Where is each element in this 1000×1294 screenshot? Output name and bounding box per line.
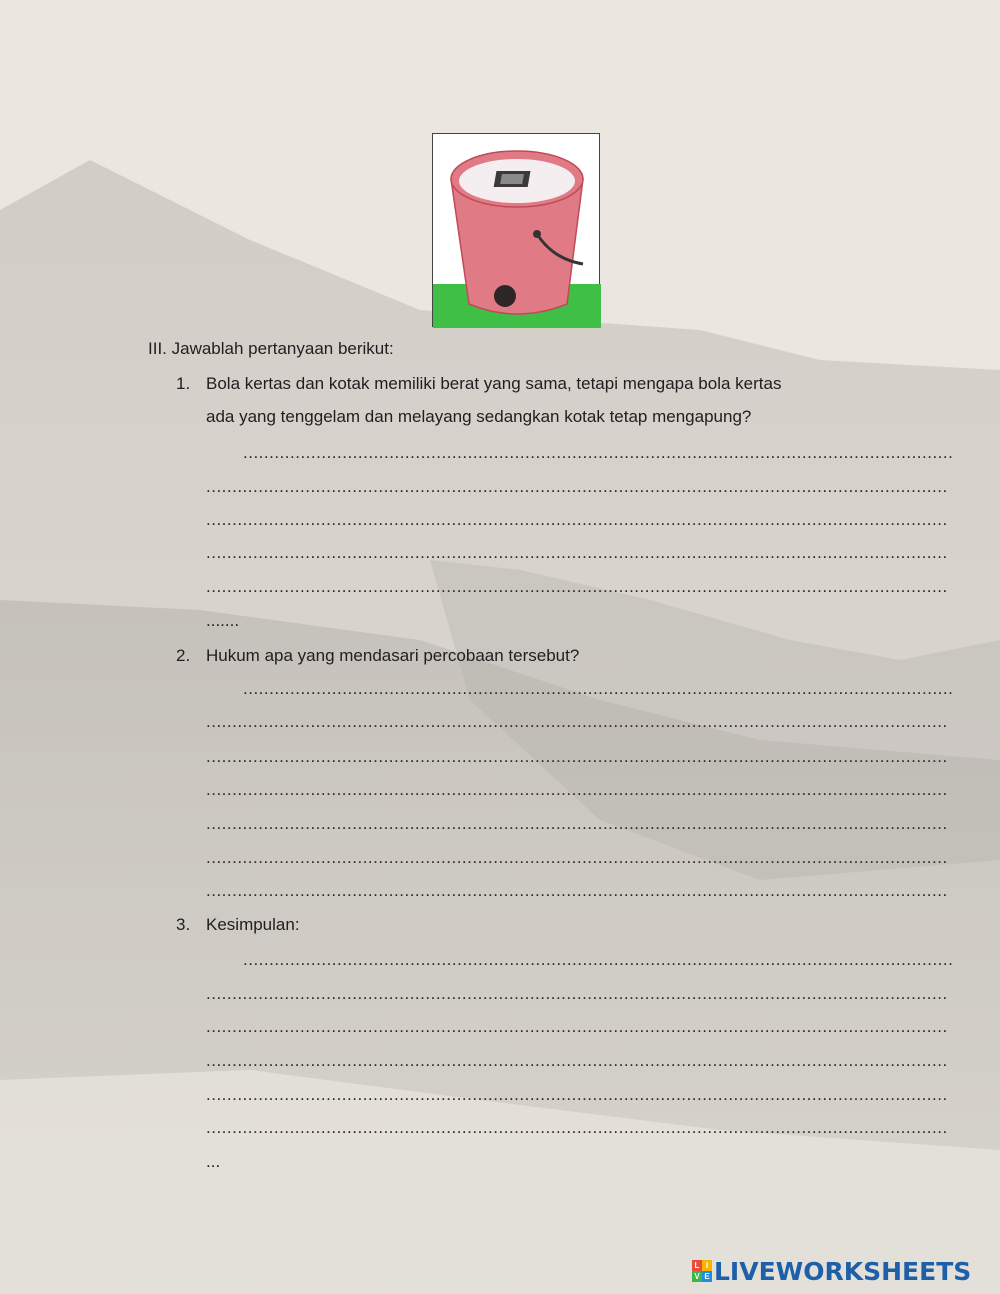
question-1-number: 1. [176,374,191,393]
answer-line[interactable]: .............................................................................................................................................. [206,543,948,562]
answer-line[interactable]: .............................................................................................................................................. [206,1017,948,1036]
question-1-text-line-1: Bola kertas dan kotak memiliki berat yang sama, tetapi mengapa bola kertas [206,374,782,393]
answer-line[interactable]: .............................................................................................................................................. [206,577,948,596]
answer-line[interactable]: .............................................................................................................................................. [206,510,948,529]
answer-line[interactable]: .............................................................................................................................................. [206,1051,948,1070]
liveworksheets-logo[interactable] [692,1257,971,1285]
answer-line[interactable]: ........................................................................................................................................ [243,679,954,698]
answer-line[interactable]: .............................................................................................................................................. [206,780,948,799]
question-3-number: 3. [176,915,191,934]
question-1-answer-tail[interactable]: ....... [206,611,240,630]
logo-text: LIVEWORKSHEETS [714,1256,972,1286]
answer-line[interactable]: .............................................................................................................................................. [206,881,948,900]
answer-line[interactable]: .............................................................................................................................................. [206,1085,948,1104]
logo-letter: I [702,1260,712,1271]
answer-line[interactable]: .............................................................................................................................................. [206,712,948,731]
answer-line[interactable]: .............................................................................................................................................. [206,848,948,867]
logo-letter: E [702,1271,712,1282]
section-heading: III. Jawablah pertanyaan berikut: [148,339,394,358]
answer-line[interactable]: .............................................................................................................................................. [206,1118,948,1137]
question-2-number: 2. [176,646,191,665]
answer-line[interactable]: ........................................................................................................................................ [243,950,954,969]
answer-line[interactable]: .............................................................................................................................................. [206,984,948,1003]
answer-line[interactable]: .............................................................................................................................................. [206,814,948,833]
answer-line[interactable]: .............................................................................................................................................. [206,747,948,766]
logo-letter: V [692,1271,702,1282]
question-1-text-line-2: ada yang tenggelam dan melayang sedangkan kotak tetap mengapung? [206,407,752,426]
logo-letter: L [692,1260,702,1271]
answer-line[interactable]: .............................................................................................................................................. [206,477,948,496]
bucket-illustration [432,133,600,327]
liveworksheets-logo-icon [692,1260,712,1282]
question-3-text: Kesimpulan: [206,915,300,934]
question-3-answer-tail[interactable]: ... [206,1152,221,1171]
question-2-text: Hukum apa yang mendasari percobaan tersebut? [206,646,580,665]
answer-line[interactable]: ........................................................................................................................................ [243,443,954,462]
